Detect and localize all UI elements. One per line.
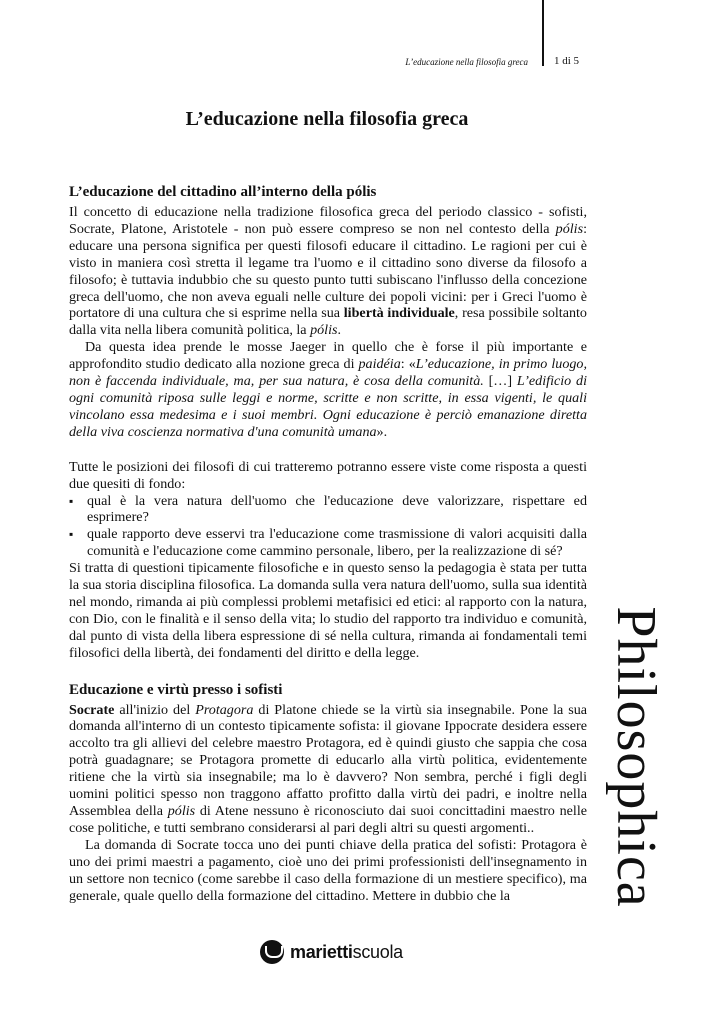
publisher-logo xyxy=(260,940,403,964)
header-rule xyxy=(542,0,544,66)
section-heading-sofisti: Educazione e virtù presso i sofisti xyxy=(69,681,283,698)
paragraph-socrate: Socrate all'inizio del Protagora di Platone chiede se la virtù sia insegnabile. Pone la sua domanda all'interno di un contesto tipicamente sofista: il giovane Ippocrate desidera essere accolto tra gli allievi del celebre maestro Protagora, ed è quindi giusto che sappia che cosa potrà guadagnare; se Protagora promette di educarlo alla virtù politica, evidentemente ritiene che la virtù sia insegnabile; ma lo è davvero? Non sembra, perché i figli degli uomini politici spesso non traggono affatto profitto dalla virtù dei padri, e inoltre nella Assemblea della pólis di Atene nessuno è riconosciuto dai suoi concittadini maestro nelle cose politiche, e tutti sembrano considerarsi al pari degli altri su questi argomenti.. xyxy=(69,701,587,836)
list-item: ▪ quale rapporto deve esservi tra l'educazione come trasmissione di valori acquisiti dalla comunità e l'educazione come cammino personale, libero, per la realizzazione di sé? xyxy=(69,526,587,560)
paragraph: Tutte le posizioni dei filosofi di cui tratteremo potranno essere viste come risposta a questi due quesiti di fondo: xyxy=(69,458,587,492)
side-brand: Philosophica xyxy=(605,606,667,908)
marietti-logo-icon xyxy=(260,940,284,964)
publisher-name: mariettiscuola xyxy=(290,941,403,962)
question-list xyxy=(69,493,587,561)
section-heading-cittadino: L’educazione del cittadino all’interno della pólis xyxy=(69,184,377,200)
paragraph: La domanda di Socrate tocca uno dei punti chiave della pratica del sofisti: Protagora è uno dei primi maestri a pagamento, cioè uno dei primi professionisti dell'insegnamento in un settore non tecnico (come sarebbe il caso della formazione di un mestiere specifico), ma generale, quale quello della formazione del cittadino. Mettere in dubbio che la xyxy=(69,836,587,904)
paragraph: Si tratta di questioni tipicamente filosofiche e in questo senso la pedagogia è stata per tutta la sua storia disciplina filosofica. La domanda sulla vera natura dell'uomo, sulla sua identità nel mondo, rimanda ai più complessi problemi metafisici ed etici: al rapporto con la natura, con Dio, con le finalità e il senso della vita; lo studio del rapporto tra individuo e comunità, dal punto di vista della libera espressione di sé nella cultura, rimanda ai fondamentali temi filosofici della libertà, dei fondamenti del diritto e della legge. xyxy=(69,560,587,661)
list-item: ▪ qual è la vera natura dell'uomo che l'educazione deve valorizzare, rispettare ed esprimere? xyxy=(69,493,587,527)
paragraph: Il concetto di educazione nella tradizione filosofica greca del periodo classico - sofisti, Socrate, Platone, Aristotele - non può essere compreso se non nel contesto della pólis: educare una persona significa per questi filosofi educare il cittadino. Le ragioni per cui è visto in maniera così stretta il legame tra l'uomo e il cittadino sono diverse da filosofo a filosofo; è tuttavia indubbio che su questo punto tutti subiscano l'influsso della concezione greca dell'uomo, che non aveva eguali nelle culture dei popoli vicini: per i Greci l'uomo è portatore di una cultura che si esprime nella sua libertà individuale, resa possibile soltanto dalla vita nella libera comunità politica, la pólis. xyxy=(69,204,587,339)
paragraph-jaeger: Da questa idea prende le mosse Jaeger in quello che è forse il più importante e approfondito studio dedicato alla nozione greca di paidéia: «L’educazione, in primo luogo, non è faccenda individuale, ma, per sua natura, è cosa della comunità. […] L’edificio di ogni comunità riposa sulle leggi e norme, scritte e non scritte, in essa vigenti, le quali vincolano essa medesima e i suoi membri. Ogni educazione è perciò emanazione diretta della viva coscienza normativa d'una comunità umana». xyxy=(69,339,587,440)
document-body xyxy=(69,183,587,904)
page-number: 1 di 5 xyxy=(554,55,580,67)
page-title: L’educazione nella filosofia greca xyxy=(185,108,469,130)
running-title: L’educazione nella filosofia greca xyxy=(405,57,528,67)
